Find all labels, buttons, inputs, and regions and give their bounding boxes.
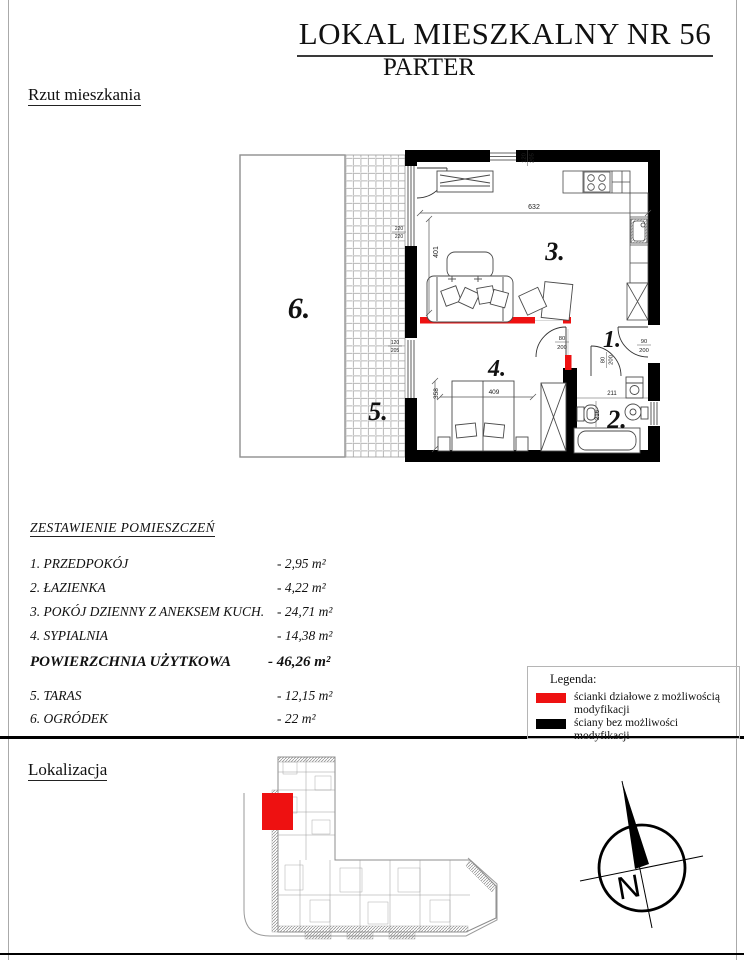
dim-bath-width: 211 [607, 391, 617, 397]
black-wall-swatch [536, 719, 566, 729]
location-section-heading: Lokalizacja [28, 760, 108, 779]
legend-title: Legenda: [550, 672, 597, 686]
svg-text:120: 120 [521, 153, 528, 163]
schedule-total-row: POWIERZCHNIA UŻYTKOWA - 46,26 m² [30, 654, 331, 670]
schedule-heading: ZESTAWIENIE POMIESZCZEŃ [30, 520, 216, 535]
nightstand [516, 437, 528, 451]
schedule-row: 4. SYPIALNIA - 14,38 m² [30, 628, 333, 643]
wardrobe [541, 383, 566, 451]
plan-section-heading: Rzut mieszkania [28, 85, 141, 104]
desk [541, 282, 573, 321]
dim-bath-height: 216 [595, 409, 601, 420]
label-entry-door [637, 339, 651, 354]
building-outline [278, 757, 496, 932]
page-title: LOKAL MIESZKALNY NR 56 [288, 16, 722, 57]
washing-machine [626, 377, 643, 398]
svg-text:200: 200 [639, 348, 649, 354]
kitchen-furniture [563, 171, 648, 320]
schedule-row: 2. ŁAZIENKA - 4,22 m² [30, 580, 326, 595]
svg-text:220: 220 [394, 234, 404, 240]
kitchen-sink [631, 219, 647, 243]
north-label: N [614, 867, 644, 907]
dim-living-width: 632 [528, 204, 540, 211]
label-bedroom-door [555, 336, 569, 351]
legend-item: ściany bez możliwości modyfikacji [536, 717, 734, 743]
coffee-table [447, 252, 493, 278]
site-plan [225, 750, 515, 955]
schedule-row: 3. POKÓJ DZIENNY Z ANEKSEM KUCH. - 24,71 m² [30, 604, 333, 619]
page-border-left [8, 0, 9, 960]
legend-item: ścianki działowe z możliwością modyfikacji [536, 691, 734, 717]
svg-text:220: 220 [394, 226, 404, 232]
bed [452, 381, 514, 451]
tall-cabinet [627, 283, 648, 320]
compass [570, 770, 744, 940]
dim-living-height: 401 [433, 246, 440, 258]
legend [527, 666, 740, 742]
floor-plan [225, 140, 670, 470]
svg-text:80: 80 [600, 356, 607, 364]
schedule-row: 1. PRZEDPOKÓJ - 2,95 m² [30, 556, 326, 571]
red-wall-swatch [536, 693, 566, 703]
room-number-bath: 2. [607, 405, 627, 434]
svg-text:120: 120 [390, 340, 400, 346]
tv-cabinet [437, 171, 493, 192]
dim-bedroom-width: 409 [488, 389, 500, 396]
room-number-garden: 6. [287, 292, 311, 325]
room-number-hall: 1. [603, 327, 621, 353]
room-number-living: 3. [545, 237, 565, 266]
room-number-bedroom: 4. [488, 356, 506, 382]
schedule-row: 6. OGRÓDEK - 22 m² [30, 711, 316, 726]
svg-text:205: 205 [390, 348, 400, 354]
svg-text:200: 200 [557, 345, 567, 351]
schedule-row: 5. TARAS - 12,15 m² [30, 688, 333, 703]
room-number-terrace: 5. [368, 397, 388, 426]
svg-text:200: 200 [608, 355, 615, 365]
washbasin [625, 404, 648, 420]
page-subtitle: PARTER [382, 54, 476, 81]
svg-text:90: 90 [640, 339, 648, 345]
sofa [427, 276, 513, 322]
svg-text:80: 80 [558, 336, 566, 342]
dim-bedroom-height: 358 [433, 388, 440, 399]
stove [584, 172, 610, 192]
nightstand [438, 437, 450, 451]
bedroom-furniture [438, 381, 566, 451]
svg-text:205: 205 [529, 153, 536, 163]
highlighted-unit [262, 793, 293, 830]
